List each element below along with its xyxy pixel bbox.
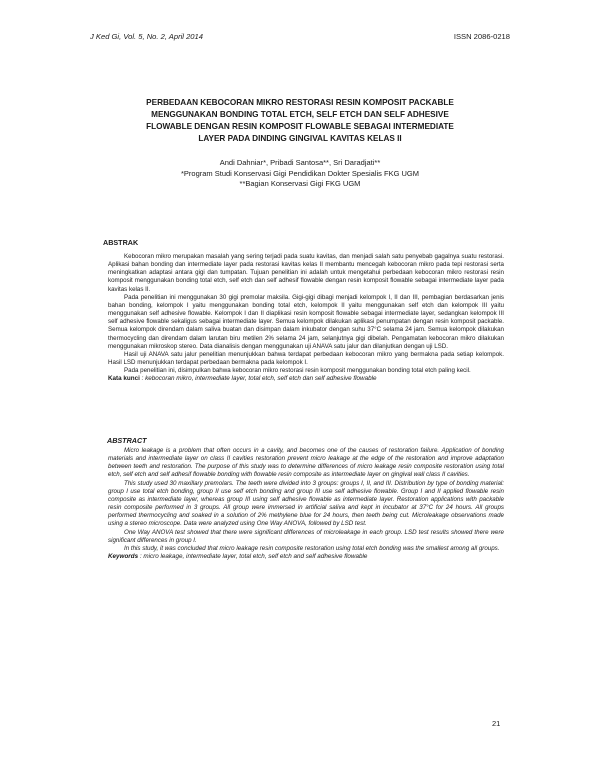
author-block	[140, 158, 460, 190]
keywords-label: Kata kunci	[108, 375, 140, 383]
keywords-label: Keywords	[108, 553, 139, 561]
abstract-keywords	[108, 553, 504, 561]
abstrak-heading: ABSTRAK	[103, 238, 139, 247]
issn: ISSN 2086-0218	[453, 32, 510, 41]
abstract-paragraph: One Way ANOVA test showed that there were significant differences of microleakage in each group. LSD test results showed there were significant differences in group I.	[108, 528, 504, 544]
journal-citation: J Ked Gi, Vol. 5, No. 2, April 2014	[90, 32, 203, 41]
affiliation: *Program Studi Konservasi Gigi Pendidikan Dokter Spesialis FKG UGM	[180, 168, 419, 178]
abstrak-paragraph: Kebocoran mikro merupakan masalah yang sering terjadi pada suatu kavitas, dan menjadi salah satu penyebab gagalnya suatu restorasi. Aplikasi bahan bonding dan intermediate layer pada restorasi kavitas kelas II membantu mencegah kebocoran mikro pada tepi restorasi serta meningkatkan adaptasi antara gigi dan tumpatan. Tujuan penelitian ini adalah untuk mengetahui perbedaan kebocoran mikro restorasi resin komposit menggunakan bonding total etch, self etch dan self adhesif flowable dengan resin komposit flowable sebagai intermediate layer pada kavitas kelas II.	[108, 253, 504, 293]
title-line: LAYER PADA DINDING GINGIVAL KAVITAS KELAS II	[198, 134, 402, 143]
running-header	[90, 32, 510, 46]
abstract-paragraph: This study used 30 maxillary premolars. The teeth were divided into 3 groups: groups I, II, and III. Distribution by type of bonding material: group I use total etch bonding, group II use self etch bonding and group III use self adhesive flowable. Group I and II applied flowable resin composite as intermediate layer, whereas group III using self adhesive flowable as intermediate layer. Restoration applications with packable resin composite performed in 3 groups. All group were immersed in artificial saliva and kept in incubator at 37°C for 24 hours. All groups performed thermocycling and soaked in a solution of 2% methylene blue for 24 hours, then teeth being cut. Microleakage observations made using a stereo microscope. Data were analyzed using One Way ANOVA, followed by LSD test.	[108, 479, 504, 528]
abstract-paragraph: Micro leakage is a problem that often occurs in a cavity, and becomes one of the causes of restoration failure. Application of bonding materials and intermediate layer on class II cavities restoration prevent micro leakage at the edge of the restoration and improve adaptation between teeth and restoration. The purpose of this study was to determine differences of micro leakage resin composite restoration using total etch, self etch and self adhesif flowable bonding with flowable resin composite as intermediate layer on gingival wall class II cavities.	[108, 447, 504, 479]
keywords-text: : kebocoran mikro, intermediate layer, total etch, self etch dan self adhesive flowable	[139, 375, 377, 383]
abstrak-keywords	[108, 375, 504, 383]
title-line: MENGGUNAKAN BONDING TOTAL ETCH, SELF ETCH DAN SELF ADHESIVE	[151, 110, 449, 119]
affiliation: **Bagian Konservasi Gigi FKG UGM	[239, 179, 361, 188]
title-line: FLOWABLE DENGAN RESIN KOMPOSIT FLOWABLE SEBAGAI INTERMEDIATE	[146, 122, 454, 131]
title-line: PERBEDAAN KEBOCORAN MIKRO RESTORASI RESIN KOMPOSIT PACKABLE	[146, 98, 454, 107]
abstrak-paragraph: Pada penelitian ini, disimpulkan bahwa kebocoran mikro restorasi resin komposit menggunakan bonding total etch paling kecil.	[124, 367, 471, 375]
keywords-text: : micro leakage, intermediate layer, total etch, self etch and self adhesive flowable	[138, 553, 368, 561]
abstrak-paragraph: Pada penelitian ini menggunakan 30 gigi premolar maksila. Gigi-gigi dibagi menjadi kelompok I, II dan III, pembagian berdasarkan jenis bahan bonding, kelompok I yaitu menggunakan bonding total etch, kelompok II yaitu menggunakan self etch dan kelompok III yaitu menggunakan self adhesive flowable. Kelompok I dan II diaplikasi resin komposit flowable sebagai intermediate layer, sedangkan kelompok III self adhesive flowable sekaligus sebagai intermediate layer. Semua kelompok dilakukan aplikasi penumpatan dengan resin komposit packable. Semua kelompok direndam dalam saliva buatan dan disimpan dalam inkubator dengan suhu 37°C selama 24 jam. Semua kelompok dilakukan thermocycling dan direndam dalam larutan biru metilen 2% selama 24 jam, selanjutnya gigi dibelah. Pengamatan kebocoran mikro dilakukan menggunakan mikroskop stereo. Data dianalisis dengan menggunakan uji ANAVA satu jalur dan dilanjutkan dengan uji LSD.	[108, 293, 504, 350]
abstract-paragraph: In this study, it was concluded that micro leakage resin composite restoration using total etch bonding was the smallest among all groups.	[124, 544, 500, 552]
abstrak-paragraph: Hasil uji ANAVA satu jalur penelitian menunjukkan bahwa terdapat perbedaan kebocoran mikro yang bermakna pada setiap kelompok. Hasil LSD menunjukkan terdapat perbedaan bermakna pada kelompok I.	[108, 350, 504, 367]
page-number: 21	[492, 719, 501, 728]
abstract-heading: ABSTRACT	[107, 436, 147, 445]
author-names: Andi Dahniar*, Pribadi Santosa**, Sri Daradjati**	[219, 158, 381, 167]
abstrak-body	[108, 253, 504, 384]
paper-title	[105, 97, 495, 145]
abstract-body	[108, 447, 504, 561]
